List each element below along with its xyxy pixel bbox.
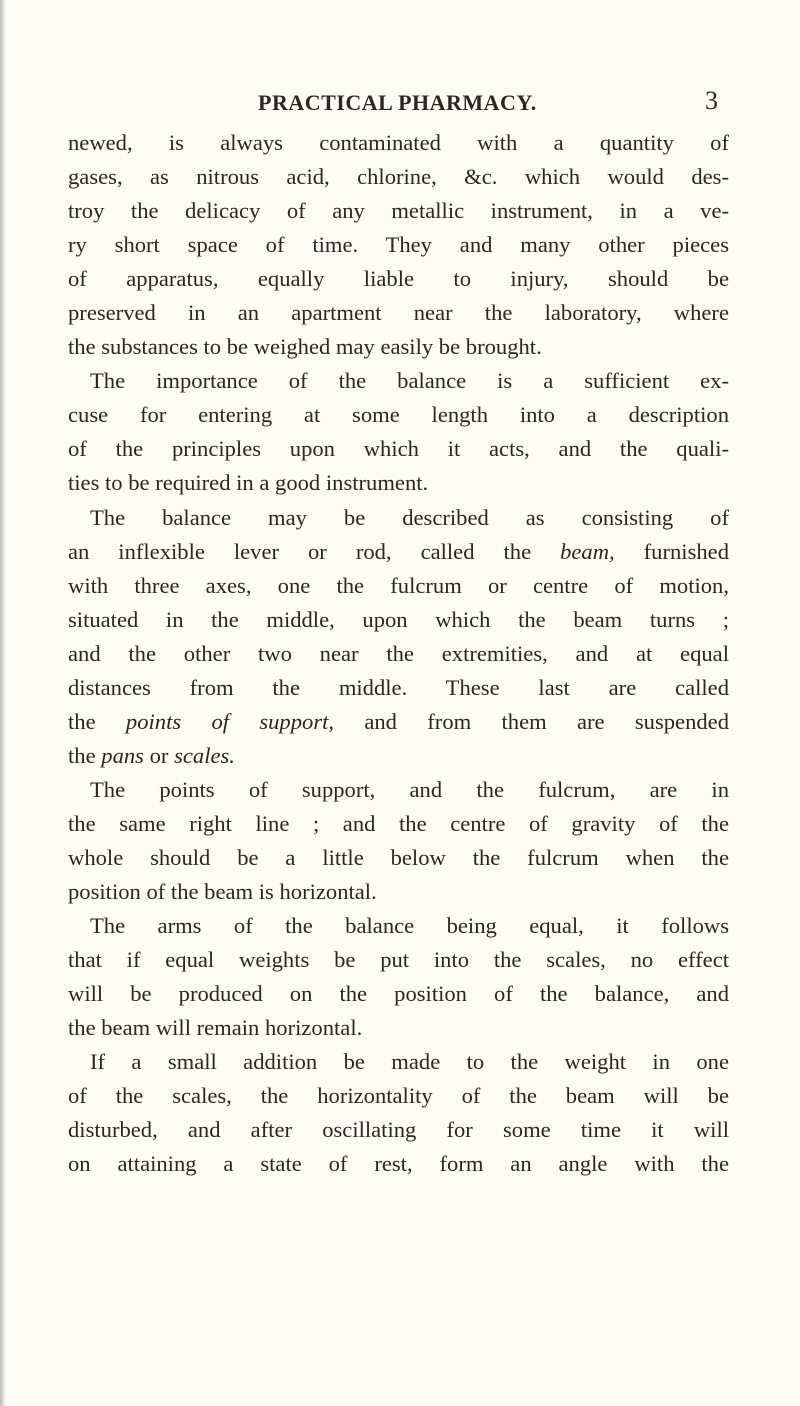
- text-run: whole should be a little below the fulcrum when the: [68, 844, 729, 870]
- text-run: disturbed, and after oscillating for some time it will: [68, 1117, 729, 1143]
- italic-term: points of support,: [125, 708, 335, 734]
- text-run: The balance may be described as consisting of: [90, 504, 729, 530]
- text-line: [68, 501, 729, 535]
- text-line: [68, 398, 729, 432]
- text-line: [68, 773, 729, 807]
- page-number: 3: [705, 86, 718, 115]
- text-line: [68, 705, 729, 739]
- text-run: ties to be required in a good instrument.: [68, 470, 429, 496]
- text-run: of the principles upon which it acts, and the quali-: [68, 436, 729, 462]
- text-run: furnished: [614, 538, 729, 564]
- text-line: [68, 466, 729, 500]
- italic-term: scales.: [174, 742, 235, 768]
- running-title: PRACTICAL PHARMACY.: [258, 90, 537, 115]
- italic-term: pans: [101, 742, 144, 768]
- text-line: [68, 160, 729, 194]
- text-run: situated in the middle, upon which the beam turns ;: [68, 606, 729, 632]
- text-line: [68, 909, 729, 943]
- text-line: [68, 637, 729, 671]
- text-run: troy the delicacy of any metallic instrument, in a ve-: [68, 198, 729, 224]
- text-line: [68, 739, 729, 773]
- text-line: [68, 296, 729, 330]
- text-run: that if equal weights be put into the scales, no effect: [68, 947, 729, 973]
- text-run: the same right line ; and the centre of gravity of the: [68, 810, 729, 836]
- running-head: [60, 82, 760, 122]
- text-run: and from them are suspended: [334, 708, 729, 734]
- italic-term: beam,: [560, 538, 615, 564]
- text-line: [68, 875, 729, 909]
- text-line: [68, 330, 729, 364]
- text-line: [68, 807, 729, 841]
- text-line: [68, 1147, 729, 1181]
- text-run: of apparatus, equally liable to injury, should be: [68, 266, 729, 292]
- text-run: and the other two near the extremities, and at equal: [68, 640, 729, 666]
- text-line: [68, 228, 729, 262]
- text-run: The points of support, and the fulcrum, are in: [90, 776, 729, 802]
- body-text: [68, 126, 729, 1181]
- text-run: newed, is always contaminated with a quantity of: [68, 130, 729, 155]
- text-line: [68, 1113, 729, 1147]
- text-line: [68, 262, 729, 296]
- text-run: If a small addition be made to the weight in one: [90, 1049, 729, 1075]
- text-line: [68, 1011, 729, 1045]
- text-run: gases, as nitrous acid, chlorine, &c. which would des-: [68, 164, 729, 190]
- text-run: The importance of the balance is a sufficient ex-: [90, 368, 729, 394]
- text-run: cuse for entering at some length into a description: [68, 402, 729, 428]
- text-run: the: [68, 708, 126, 734]
- text-run: of the scales, the horizontality of the beam will be: [68, 1083, 729, 1109]
- page-spine-edge: [0, 0, 6, 1406]
- text-line: [68, 126, 729, 160]
- text-run: will be produced on the position of the balance, and: [68, 981, 729, 1007]
- text-run: distances from the middle. These last are called: [68, 674, 729, 700]
- text-line: [68, 432, 729, 466]
- text-run: the: [68, 742, 102, 768]
- text-line: [68, 194, 729, 228]
- text-line: [68, 1045, 729, 1079]
- text-run: preserved in an apartment near the laboratory, where: [68, 300, 729, 326]
- text-line: [68, 977, 729, 1011]
- text-line: [68, 364, 729, 398]
- text-run: an inflexible lever or rod, called the: [68, 538, 561, 564]
- text-run: or: [143, 742, 175, 768]
- text-line: [68, 943, 729, 977]
- text-run: the substances to be weighed may easily be brought.: [68, 334, 542, 360]
- text-line: [68, 841, 729, 875]
- text-line: [68, 603, 729, 637]
- text-run: on attaining a state of rest, form an angle with the: [68, 1151, 729, 1177]
- text-run: position of the beam is horizontal.: [68, 879, 377, 905]
- text-line: [68, 1079, 729, 1113]
- text-run: ry short space of time. They and many other pieces: [68, 232, 729, 258]
- text-line: [68, 535, 729, 569]
- text-run: the beam will remain horizontal.: [68, 1015, 363, 1041]
- text-line: [68, 569, 729, 603]
- text-line: [68, 671, 729, 705]
- text-run: with three axes, one the fulcrum or centre of motion,: [68, 572, 729, 598]
- text-run: The arms of the balance being equal, it follows: [90, 913, 729, 939]
